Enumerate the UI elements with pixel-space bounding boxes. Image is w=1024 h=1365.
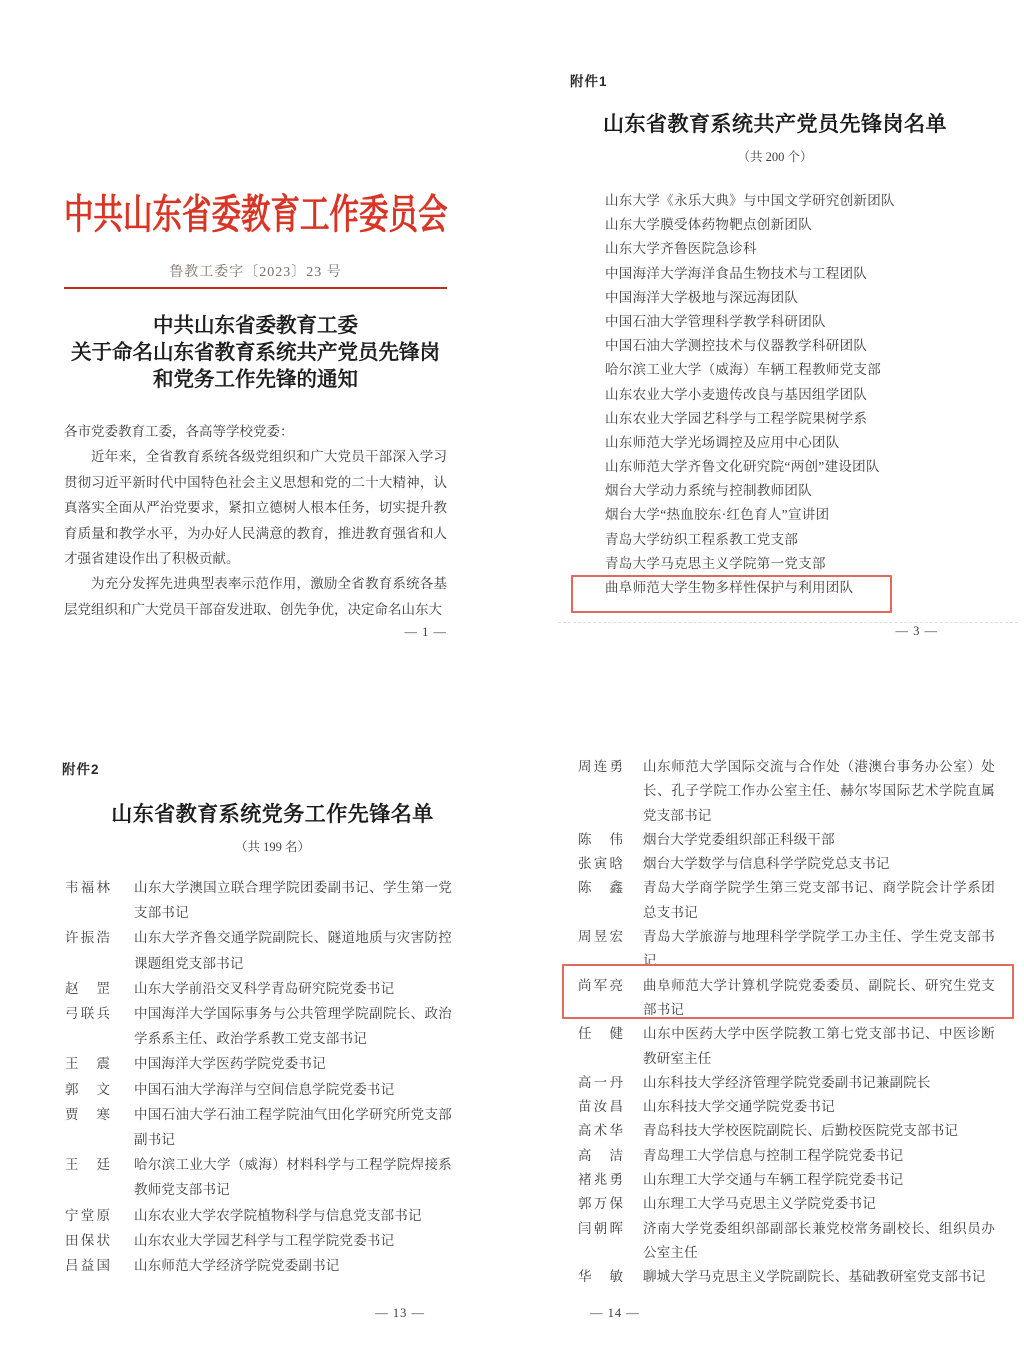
entry-name: 高术华	[578, 1123, 623, 1139]
entry-row	[578, 1265, 1010, 1289]
pioneer-post-item: 烟台大学“热血胶东·红色育人”宣讲团	[605, 507, 830, 523]
pioneer-post-item: 青岛大学马克思主义学院第一党支部	[605, 555, 826, 571]
entry-name: 周昱宏	[578, 929, 623, 945]
entry-desc: 中国海洋大学医药学院党委书记	[134, 1056, 326, 1072]
pioneer-post-item: 山东农业大学园艺科学与工程学院果树学系	[605, 410, 868, 426]
pioneer-post-item: 哈尔滨工业大学（威海）车辆工程教师党支部	[605, 362, 881, 378]
entry-desc: 青岛大学商学院学生第三党支部书记、商学院会计学系团总支书记	[643, 880, 995, 920]
attachment-title: 山东省教育系统党务工作先锋名单	[111, 803, 434, 826]
pioneer-post-item: 曲阜师范大学生物多样性保护与利用团队	[605, 580, 854, 595]
entry-row	[578, 852, 1010, 876]
entry-row	[578, 1217, 1010, 1266]
entry-row	[578, 1168, 1010, 1192]
entry-row	[578, 925, 1010, 974]
notice-body	[64, 419, 447, 622]
entry-desc: 山东农业大学园艺科学与工程学院党委书记	[134, 1232, 395, 1248]
entry-desc: 中国石油大学石油工程学院油气田化学研究所党支部副书记	[134, 1106, 452, 1148]
page-13-attachment-2	[50, 750, 495, 1350]
entry-row	[578, 974, 1010, 1023]
entry-name: 华 敏	[578, 1269, 623, 1285]
red-rule	[64, 287, 447, 289]
entry-desc: 山东中医药大学中医学院教工第七党支部书记、中医诊断教研室主任	[643, 1026, 995, 1066]
paragraph: 为充分发挥先进典型表率示范作用，激励全省教育系统各基层党组织和广大党员干部奋发进取、创先争优，决定命名山东大	[64, 576, 447, 617]
entry-name: 陈 伟	[578, 831, 623, 847]
page-number: — 14 —	[590, 1306, 640, 1320]
pioneer-post-item: 山东师范大学光场调控及应用中心团队	[605, 434, 840, 450]
entry-row	[65, 1051, 480, 1076]
entry-row	[65, 925, 480, 975]
attachment-title: 山东省教育系统共产党员先锋岗名单	[603, 113, 947, 136]
entry-name: 陈 鑫	[578, 880, 623, 896]
pioneer-post-item: 山东大学《永乐大典》与中国文学研究创新团队	[605, 193, 895, 208]
entry-row	[65, 875, 480, 925]
entry-name: 褚兆勇	[578, 1172, 623, 1188]
entry-name: 任 健	[578, 1026, 623, 1042]
pioneer-post-item: 山东大学膜受体药物靶点创新团队	[605, 217, 812, 233]
masthead-title: 中共山东省委教育工作委员会	[64, 193, 448, 238]
entry-name: 赵 罡	[65, 980, 110, 996]
pioneer-post-item: 中国石油大学管理科学教学科研团队	[605, 313, 826, 329]
entry-name: 田保状	[65, 1232, 110, 1248]
entry-row	[65, 976, 480, 1001]
entry-desc: 中国海洋大学国际事务与公共管理学院副院长、政治学系系主任、政治学系教工党支部书记	[134, 1006, 452, 1047]
entry-desc: 山东农业大学农学院植物科学与信息党支部书记	[134, 1207, 422, 1223]
pioneer-name-list	[65, 875, 480, 1278]
entry-row	[578, 1192, 1010, 1216]
page-1-notice	[64, 183, 447, 653]
entry-row	[65, 1077, 480, 1102]
entry-desc: 青岛大学旅游与地理科学学院学工办主任、学生党支部书记	[643, 929, 995, 969]
pioneer-post-item: 山东大学齐鲁医院急诊科	[605, 241, 757, 257]
entry-row	[65, 1228, 480, 1253]
entry-name: 吕益国	[65, 1258, 110, 1274]
entry-row	[65, 1001, 480, 1051]
attachment-count: （共 200 个）	[737, 150, 813, 164]
entry-name: 高 洁	[578, 1147, 623, 1163]
entry-name: 许振浩	[65, 930, 110, 946]
attachment-label: 附件1	[570, 74, 608, 89]
entry-desc: 青岛理工大学信息与控制工程学院党委书记	[643, 1147, 904, 1163]
notice-title-line: 和党务工作先锋的通知	[153, 369, 358, 391]
notice-title	[64, 313, 447, 394]
entry-name: 王 廷	[65, 1157, 110, 1173]
entry-desc: 曲阜师范大学计算机学院党委委员、副院长、研究生党支部书记	[643, 977, 995, 1017]
entry-desc: 山东师范大学经济学院党委副书记	[134, 1258, 340, 1274]
pioneer-post-item: 中国石油大学测控技术与仪器教学科研团队	[605, 338, 868, 354]
entry-name: 弓联兵	[65, 1006, 110, 1022]
entry-name: 韦福林	[65, 880, 110, 895]
entry-name: 苗汝昌	[578, 1099, 623, 1115]
pioneer-post-item: 山东师范大学齐鲁文化研究院“两创”建设团队	[605, 459, 880, 475]
entry-row	[578, 1095, 1010, 1119]
entry-row	[65, 1203, 480, 1228]
pioneer-post-item: 中国海洋大学海洋食品生物技术与工程团队	[605, 265, 868, 281]
pioneer-post-item: 烟台大学动力系统与控制教师团队	[605, 483, 812, 499]
entry-desc: 山东科技大学经济管理学院党委副书记兼副院长	[643, 1074, 931, 1090]
attachment-count: （共 199 名）	[234, 840, 310, 854]
entry-row	[578, 1071, 1010, 1095]
notice-title-line: 关于命名山东省教育系统共产党员先锋岗	[71, 342, 440, 364]
entry-name: 张寅晗	[578, 856, 623, 872]
entry-desc: 哈尔滨工业大学（威海）材料科学与工程学院焊接系教师党支部书记	[134, 1157, 452, 1198]
entry-desc: 山东大学澳国立联合理学院团委副书记、学生第一党支部书记	[134, 880, 452, 921]
entry-desc: 山东理工大学马克思主义学院党委书记	[643, 1196, 876, 1212]
entry-desc: 聊城大学马克思主义学院副院长、基础教研室党支部书记	[643, 1269, 986, 1285]
entry-name: 贾 寒	[65, 1106, 110, 1122]
doc-number: 鲁教工委字〔2023〕23 号	[169, 265, 342, 280]
salutation: 各市党委教育工委，各高等学校党委：	[64, 424, 294, 439]
paragraph: 近年来，全省教育系统各级党组织和广大党员干部深入学习贯彻习近平新时代中国特色社会主义思想和党的二十大精神，认真落实全面从严治党要求，紧扣立德树人根本任务，切实提升教育质量和教学水平，为办好人民满意的教育，推进教育强省和人才强省建设作出了积极贡献。	[64, 449, 447, 567]
entry-row	[65, 1102, 480, 1152]
entry-row	[578, 828, 1010, 852]
entry-desc: 山东大学前沿交叉科学青岛研究院党委书记	[134, 980, 395, 996]
notice-title-line: 中共山东省委教育工委	[153, 315, 358, 337]
entry-desc: 山东大学齐鲁交通学院副院长、隧道地质与灾害防控课题组党支部书记	[134, 930, 452, 971]
pioneer-post-item: 中国海洋大学极地与深远海团队	[605, 289, 799, 305]
pioneer-name-list	[578, 755, 1010, 1290]
page-number: — 1 —	[404, 625, 447, 639]
entry-row	[578, 755, 1010, 828]
entry-row	[578, 1022, 1010, 1071]
page-number: — 13 —	[375, 1306, 425, 1320]
entry-desc: 济南大学党委组织部副部长兼党校常务副校长、组织员办公室主任	[643, 1220, 995, 1260]
entry-row	[65, 1152, 480, 1202]
entry-desc: 山东理工大学交通与车辆工程学院党委书记	[643, 1172, 904, 1188]
page-3-attachment-1	[560, 60, 990, 650]
entry-row	[578, 1144, 1010, 1168]
pioneer-post-list	[605, 189, 985, 600]
entry-desc: 山东师范大学国际交流与合作处（港澳台事务办公室）处长、孔子学院工作办公室主任、赫尔岑国际艺术学院直属党支部书记	[643, 759, 995, 823]
entry-name: 周连勇	[578, 759, 623, 774]
pioneer-post-item: 青岛大学纺织工程系教工党支部	[605, 531, 799, 547]
pioneer-post-item: 山东农业大学小麦遗传改良与基因组学团队	[605, 386, 868, 402]
entry-desc: 青岛科技大学校医院副院长、后勤校医院党支部书记	[643, 1123, 959, 1139]
entry-name: 王 震	[65, 1056, 110, 1072]
page-14-attachment-2-cont	[560, 750, 1012, 1360]
entry-name: 郭 文	[65, 1081, 110, 1097]
entry-name: 郭万保	[578, 1196, 623, 1212]
attachment-label: 附件2	[62, 762, 100, 777]
entry-row	[65, 1253, 480, 1278]
entry-desc: 烟台大学党委组织部正科级干部	[643, 831, 835, 847]
scan-artifact-line	[558, 622, 1018, 623]
entry-row	[578, 1119, 1010, 1143]
entry-name: 高一丹	[578, 1074, 623, 1090]
entry-desc: 中国石油大学海洋与空间信息学院党委书记	[134, 1081, 395, 1097]
entry-desc: 山东科技大学交通学院党委书记	[643, 1099, 835, 1115]
entry-name: 闫朝晖	[578, 1220, 623, 1236]
entry-name: 宁堂原	[65, 1207, 110, 1223]
page-number: — 3 —	[895, 624, 938, 638]
entry-name: 尚军亮	[578, 977, 623, 993]
entry-desc: 烟台大学数学与信息科学学院党总支书记	[643, 856, 890, 872]
entry-row	[578, 876, 1010, 925]
